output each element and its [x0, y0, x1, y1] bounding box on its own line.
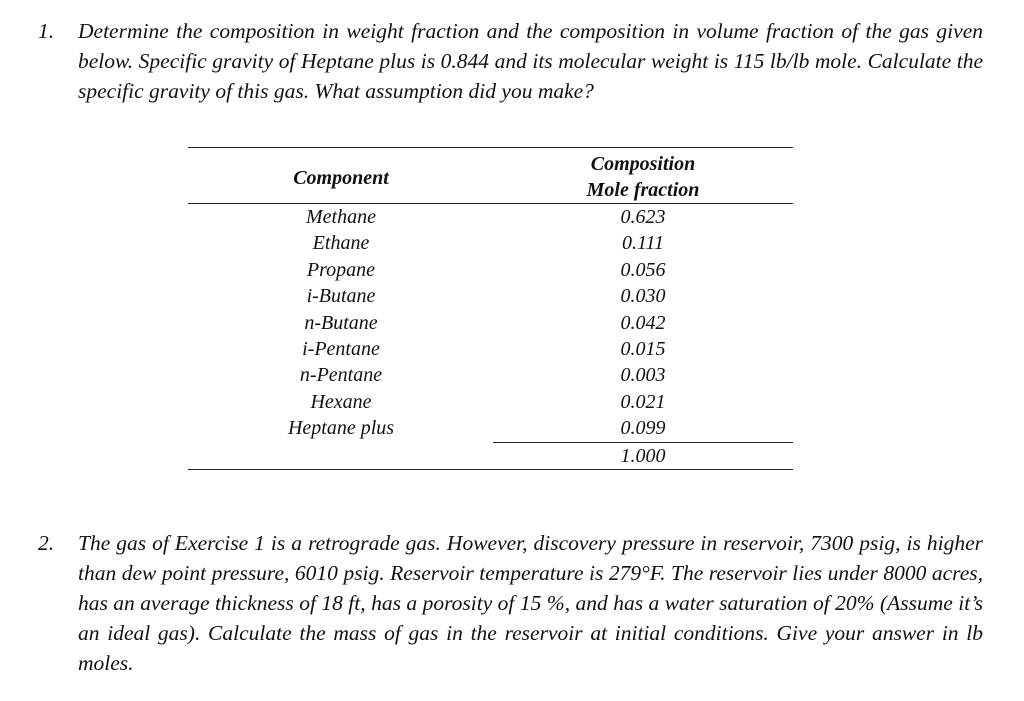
table-row [188, 310, 793, 336]
table-row [188, 415, 793, 441]
table-row [188, 362, 793, 388]
component-cell: n-Butane [304, 311, 378, 334]
component-cell: n-Pentane [299, 364, 383, 387]
mole-fraction-cell: 0.111 [621, 232, 665, 255]
table-body [188, 204, 793, 442]
mole-fraction-cell: 0.099 [620, 417, 666, 440]
component-cell: i-Pentane [302, 337, 380, 360]
mole-fraction-cell: 0.030 [620, 285, 666, 308]
component-cell: Ethane [312, 232, 370, 255]
mole-fraction-cell: 0.021 [620, 390, 666, 413]
table-row [188, 230, 793, 256]
problem-1-text: Determine the composition in weight fraction and the composition in volume fraction of the gas given below. Specific gravity of Heptane plus is 0.844 and its molecular weight is 115 lb/lb mole. Calculate the specific gravity of this gas. What assumption did you make? [78, 19, 983, 103]
table-row [188, 283, 793, 309]
table-bottom-rule [188, 469, 793, 470]
table-row [188, 204, 793, 230]
component-cell: Heptane plus [287, 417, 395, 440]
mole-fraction-cell: 0.003 [620, 364, 666, 387]
table-row [188, 257, 793, 283]
mole-fraction-cell: 0.042 [620, 311, 666, 334]
component-cell: Propane [306, 258, 376, 281]
mole-fraction-cell: 0.623 [620, 206, 666, 228]
problem-2-text: The gas of Exercise 1 is a retrograde gas. However, discovery pressure in reservoir, 7300 psig, is higher than dew point pressure, 6010 psig. Reservoir temperature is 279°F. The reservoir lies under 8000 acres, has an average thickness of 18 ft, has a porosity of 15 %, and has a water saturation of 20% (Assume it’s an ideal gas). Calculate the mass of gas in the reservoir at initial conditions. Give your answer in lb moles. [78, 531, 983, 675]
component-cell: Methane [306, 206, 376, 228]
table-row [188, 336, 793, 362]
table-row [188, 389, 793, 415]
total-cell: 1.000 [620, 445, 666, 467]
mole-fraction-cell: 0.056 [620, 258, 666, 281]
component-cell: Hexane [310, 390, 372, 413]
problem-1-number: 1. [38, 19, 55, 43]
mole-fraction-cell: 0.015 [620, 337, 666, 360]
problem-2-number: 2. [38, 531, 55, 555]
component-cell: i-Butane [306, 285, 376, 308]
table-top-rule [188, 147, 793, 148]
header-component: Component [293, 167, 389, 189]
composition-table [188, 147, 793, 472]
header-mole-fraction: Mole fraction [586, 179, 700, 201]
header-composition: Composition [590, 153, 696, 175]
